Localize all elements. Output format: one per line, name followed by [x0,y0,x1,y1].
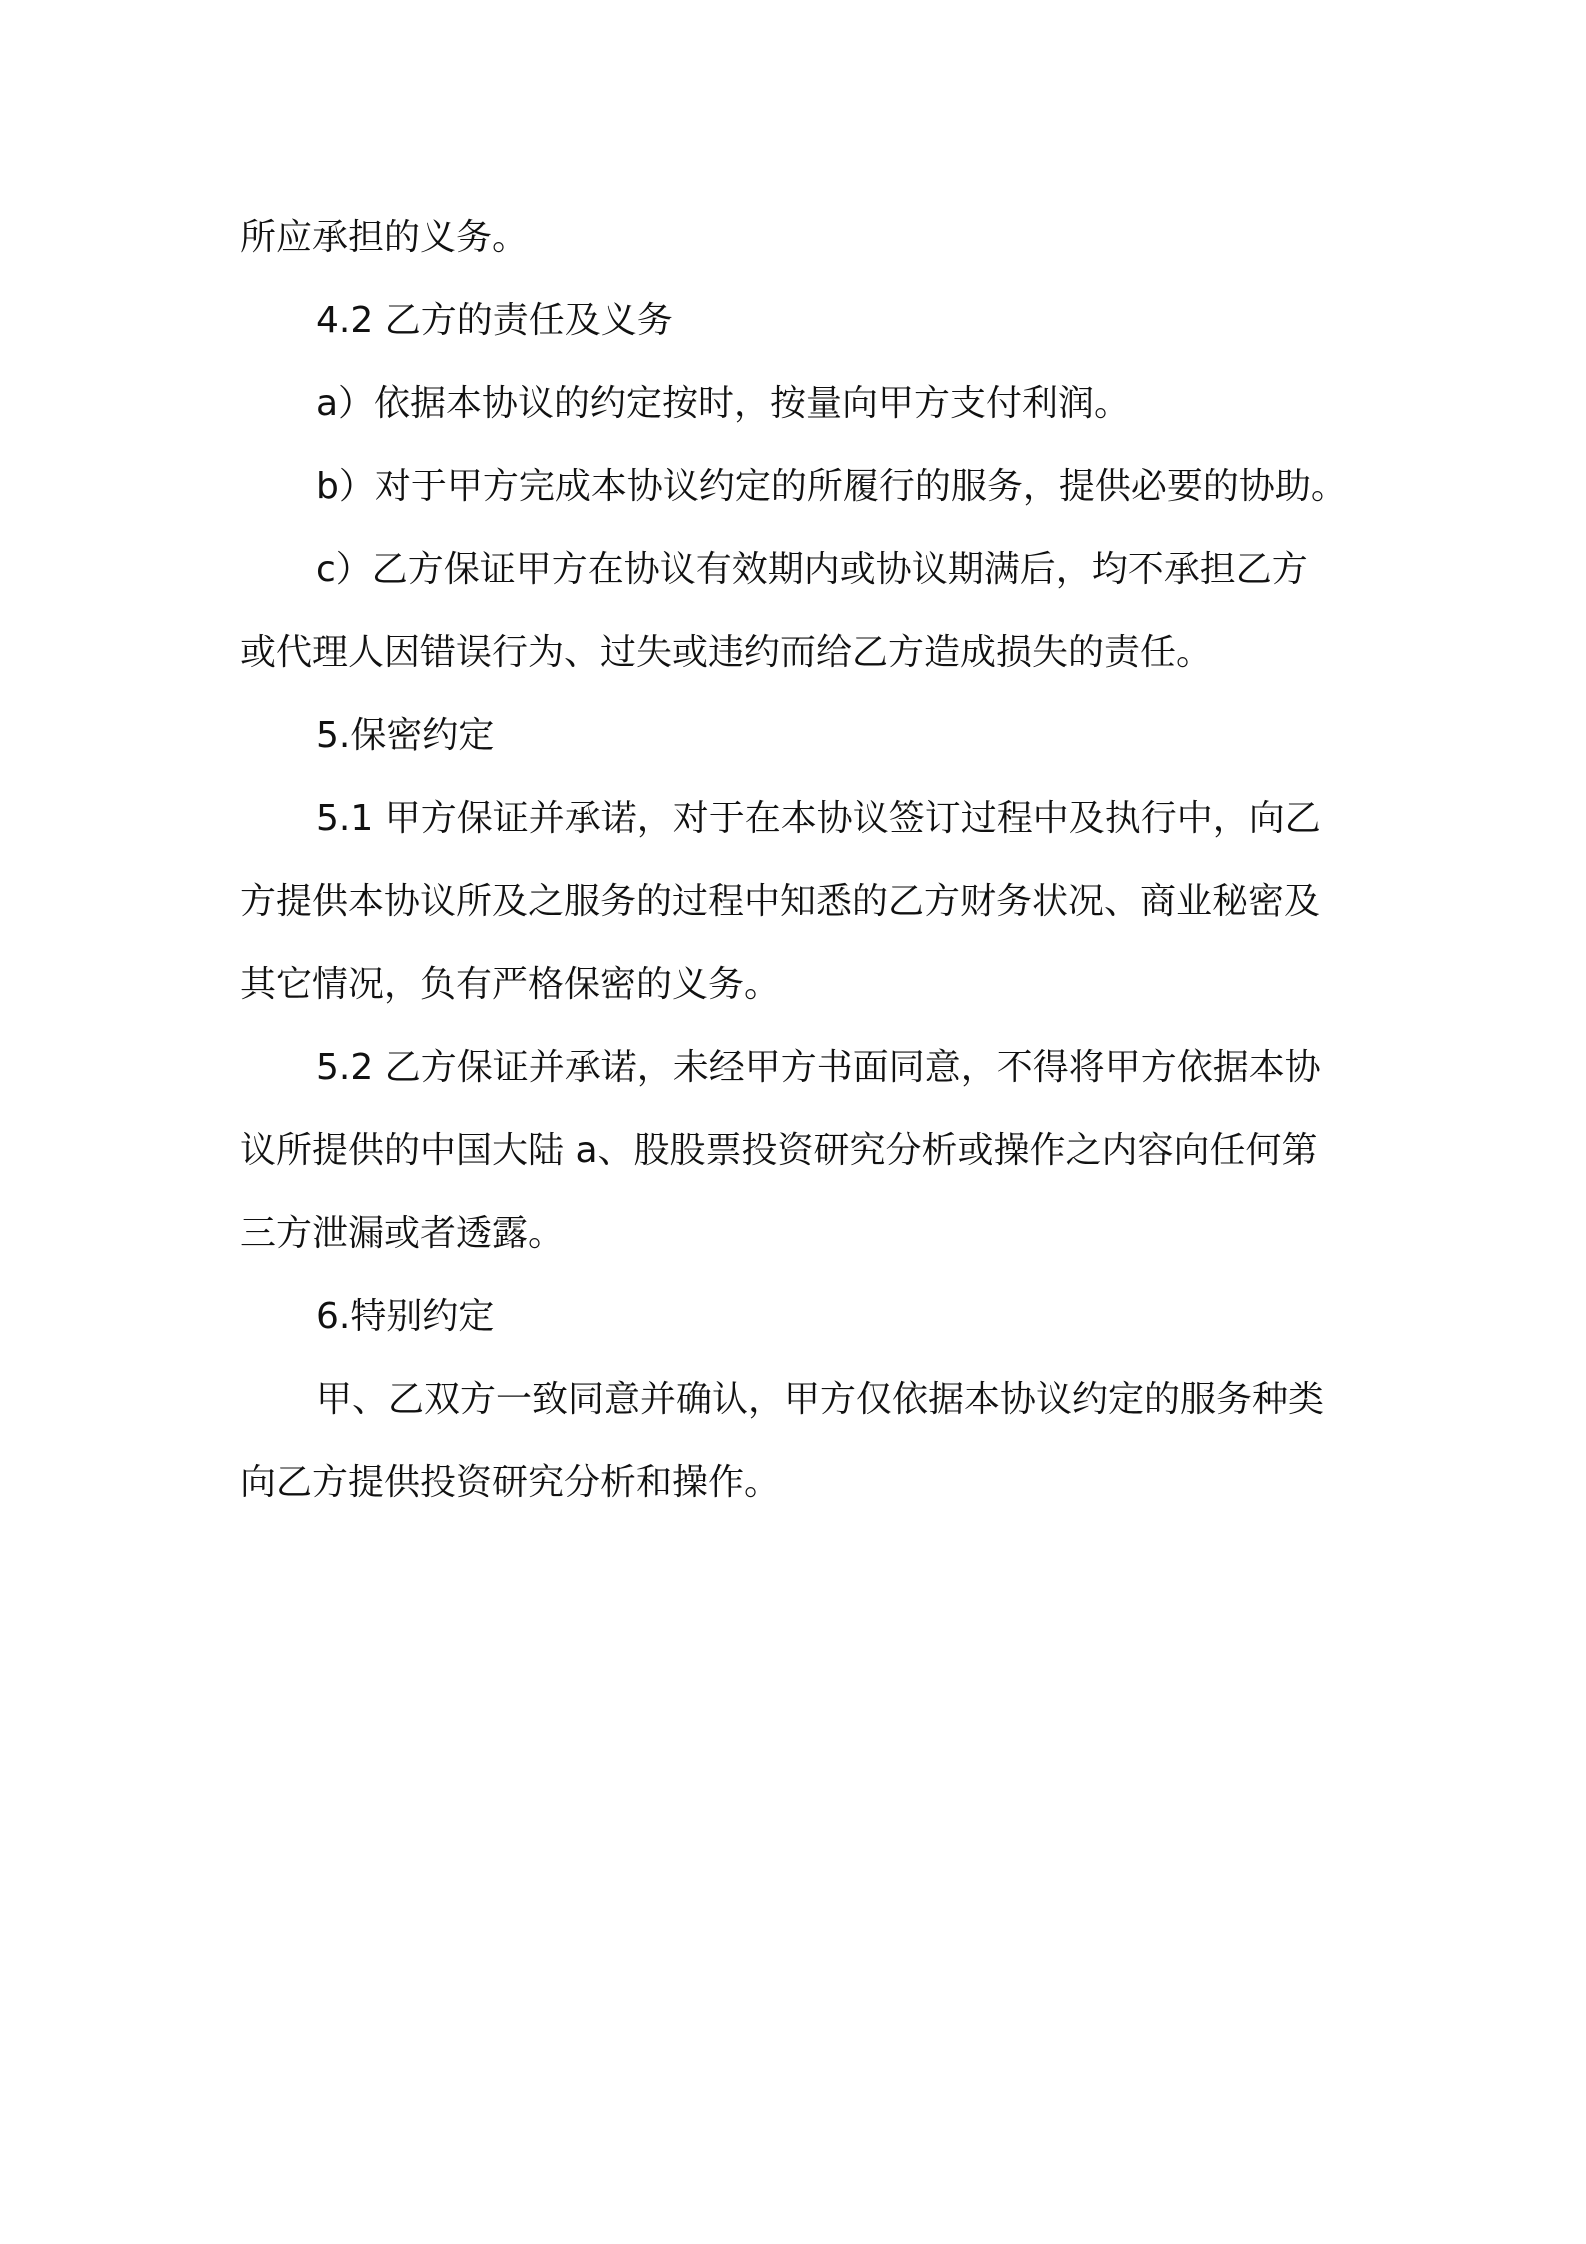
text-line: 所应承担的义务。 [240,217,529,258]
text-line: 其它情况，负有严格保密的义务。 [240,964,781,1005]
clause-5-1: 5.1 甲方保证并承诺，对于在本协议签订过程中及执行中，向乙 [316,798,1321,839]
text-line: 三方泄漏或者透露。 [240,1213,565,1254]
text-line: 方提供本协议所及之服务的过程中知悉的乙方财务状况、商业秘密及 [240,881,1321,922]
section-heading-6: 6.特别约定 [316,1296,495,1337]
clause-a: a）依据本协议的约定按时，按量向甲方支付利润。 [316,383,1131,424]
clause-c: c）乙方保证甲方在协议有效期内或协议期满后，均不承担乙方 [316,549,1308,590]
document-body [240,196,1360,1524]
clause-5-2: 5.2 乙方保证并承诺，未经甲方书面同意，不得将甲方依据本协 [316,1047,1321,1088]
section-heading-4-2: 4.2 乙方的责任及义务 [316,300,673,341]
special-agreement-paragraph: 甲、乙双方一致同意并确认，甲方仅依据本协议约定的服务种类 [316,1379,1325,1420]
text-line: 向乙方提供投资研究分析和操作。 [240,1462,781,1503]
text-line: 议所提供的中国大陆 a、股股票投资研究分析或操作之内容向任何第 [240,1130,1318,1171]
clause-b: b）对于甲方完成本协议约定的所履行的服务，提供必要的协助。 [316,466,1347,507]
text-line: 或代理人因错误行为、过失或违约而给乙方造成损失的责任。 [240,632,1213,673]
section-heading-5: 5.保密约定 [316,715,495,756]
